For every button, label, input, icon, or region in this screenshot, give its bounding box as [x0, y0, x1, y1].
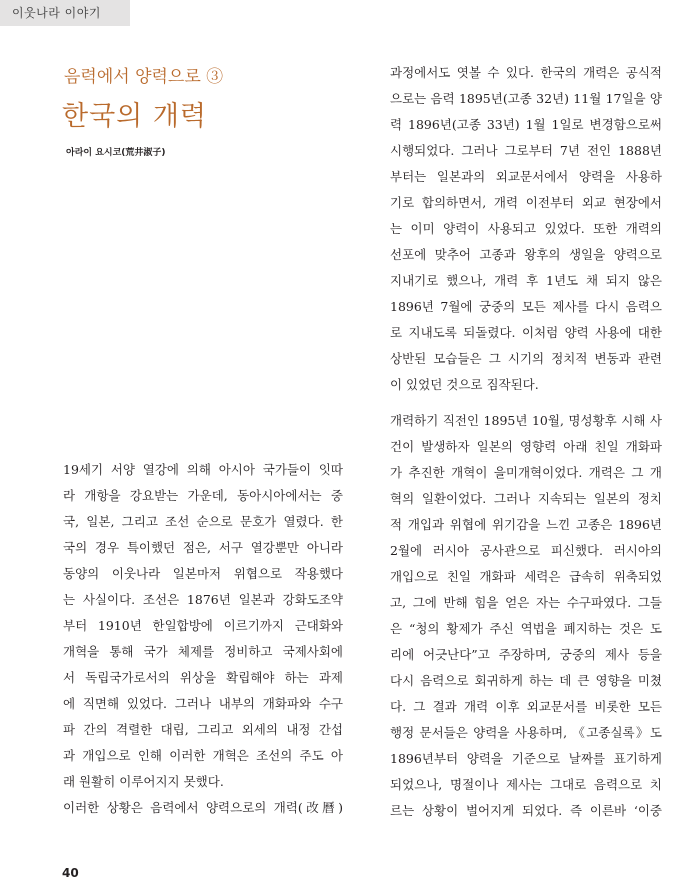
running-head-title: 이웃나라 이야기 [12, 6, 101, 20]
text-line: 가 추진한 개혁이 을미개혁이었다. 개력은 그 개 [390, 465, 662, 480]
text-line: 19세기 서양 열강에 의해 아시아 국가들이 잇따 [63, 462, 343, 477]
article-title: 한국의 개력 [62, 101, 207, 132]
text-line: 다. 그 결과 개력 이후 외교문서를 비롯한 모든 [390, 699, 662, 714]
text-line: 에 직면해 있었다. 그러나 내부의 개화파와 수구 [63, 696, 343, 711]
text-line: 1896년 7월에 궁중의 모든 제사를 다시 음력으 [390, 299, 662, 314]
text-line: 으로는 음력 1895년(고종 32년) 11월 17일을 양 [390, 91, 662, 106]
page-number: 40 [62, 866, 79, 880]
text-line: 다시 음력으로 회귀하게 하는 데 큰 영향을 미쳤 [390, 673, 662, 688]
text-line: 건이 발생하자 일본의 영향력 아래 친일 개화파 [390, 439, 662, 454]
text-line: 개력하기 직전인 1895년 10월, 명성황후 시해 사 [390, 413, 662, 428]
text-line: 는 사실이다. 조선은 1876년 일본과 강화도조약 [63, 592, 343, 607]
body-column-left [63, 457, 343, 821]
text-line: 는 이미 양력이 사용되고 있었다. 또한 개력의 [390, 221, 662, 236]
text-line: 개입으로 친일 개화파 세력은 급속히 위축되었 [390, 569, 662, 584]
text-line: 라 개항을 강요받는 가운데, 동아시아에서는 중 [63, 488, 343, 503]
text-line: 리에 어긋난다”고 주장하며, 궁중의 제사 등을 [390, 647, 662, 662]
text-line: 적 개입과 위협에 위기감을 느낀 고종은 1896년 [390, 517, 662, 532]
text-line: 시행되었다. 그러나 그로부터 7년 전인 1888년 [390, 143, 662, 158]
body-column-right-top [390, 60, 662, 398]
text-line: 혁의 일환이었다. 그러나 지속되는 일본의 정치 [390, 491, 662, 506]
text-line: 과 개입으로 인해 이러한 개혁은 조선의 주도 아 [63, 748, 343, 763]
running-head [0, 0, 130, 26]
text-line: 2월에 러시아 공사관으로 피신했다. 러시아의 [390, 543, 662, 558]
text-line: 되었으나, 명절이나 제사는 그대로 음력으로 치 [390, 777, 662, 792]
article-kicker: 음력에서 양력으로 ③ [64, 67, 224, 87]
text-line: 동양의 이웃나라 일본마저 위협으로 작용했다 [63, 566, 343, 581]
text-line: 은 “청의 황제가 주신 역법을 폐지하는 것은 도 [390, 621, 662, 636]
text-line: 국의 경우 특이했던 점은, 서구 열강뿐만 아니라 [63, 540, 343, 555]
text-line: 지내기로 했으나, 개력 후 1년도 채 되지 않은 [390, 273, 662, 288]
body-column-right-bottom [390, 408, 662, 824]
text-line: 파 간의 격렬한 대립, 그리고 외세의 내정 간섭 [63, 722, 343, 737]
text-line: 이 있었던 것으로 짐작된다. [390, 377, 539, 392]
article-author: 아라이 요시코(荒井淑子) [66, 148, 166, 158]
text-line: 개혁을 통해 국가 체제를 정비하고 국제사회에 [63, 644, 343, 659]
text-line: 상반된 모습들은 그 시기의 정치적 변동과 관련 [390, 351, 662, 366]
text-line: 1896년부터 양력을 기준으로 날짜를 표기하게 [390, 751, 662, 766]
text-line: 선포에 맞추어 고종과 왕후의 생일을 양력으로 [390, 247, 662, 262]
text-line: 고, 그에 반해 힘을 얻은 자는 수구파였다. 그들 [390, 595, 662, 610]
text-line: 국, 일본, 그리고 조선 순으로 문호가 열렸다. 한 [63, 514, 343, 529]
text-line: 부터는 일본과의 외교문서에서 양력을 사용하 [390, 169, 662, 184]
text-line: 래 원활히 이루어지지 못했다. [63, 774, 224, 789]
text-line: 력 1896년(고종 33년) 1월 1일로 변경함으로써 [390, 117, 662, 132]
text-line: 이러한 상황은 음력에서 양력으로의 개력(改曆) [63, 800, 343, 815]
text-line: 행정 문서들은 양력을 사용하며, 《고종실록》도 [390, 725, 662, 740]
text-line: 부터 1910년 한일합방에 이르기까지 근대화와 [63, 618, 343, 633]
text-line: 기로 합의하면서, 개력 이전부터 외교 현장에서 [390, 195, 662, 210]
text-line: 로 지내도록 되돌렸다. 이처럼 양력 사용에 대한 [390, 325, 662, 340]
text-line: 과정에서도 엿볼 수 있다. 한국의 개력은 공식적 [390, 65, 662, 80]
text-line: 서 독립국가로서의 위상을 확립해야 하는 과제 [63, 670, 343, 685]
text-line: 르는 상황이 벌어지게 되었다. 즉 이른바 ‘이중 [390, 803, 662, 818]
